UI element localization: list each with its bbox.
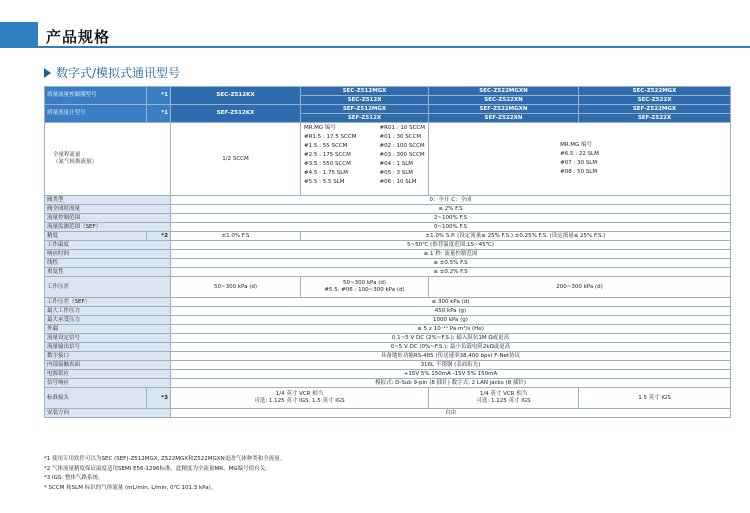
table-row: [45, 388, 731, 409]
footnote: *3 IGS: 整体气路系统。: [44, 475, 104, 481]
row-value: 模拟式: D-Sub 9-pin (8 插针) 数字式: 2 LAN jacks (8 插针): [171, 379, 731, 388]
table-row: [45, 87, 731, 96]
row-label: 电源供应: [45, 370, 171, 379]
row-label: 安装方向: [45, 409, 171, 418]
spec-table-main: [44, 86, 731, 418]
model-cell: SEF-Z522MGXN: [429, 105, 579, 114]
note-mark: *3: [147, 388, 171, 409]
list-item: #05 : 3 SLM: [379, 170, 414, 176]
model-cell: SEC-Z512KX: [171, 87, 301, 105]
row-label: 响应时间: [45, 250, 171, 259]
row-value-line: 50~300 kPa (d): [342, 280, 386, 286]
row-value: ±1.0% F.S: [171, 232, 301, 241]
row-value: +15V 5% 150mA -15V 5% 150mA: [171, 370, 731, 379]
model-cell: SEF-Z512MGX: [301, 105, 429, 114]
list-item: #3.5 : 550 SCCM: [304, 161, 351, 167]
note-mark: *1: [147, 105, 171, 123]
table-row: [45, 361, 731, 370]
row-label: 内部接触表面: [45, 361, 171, 370]
row-value: 1.5 英寸 IGS: [579, 388, 731, 409]
list-item: #5.5 : 5.5 SLM: [304, 179, 345, 185]
table-row: [45, 409, 731, 418]
table-row: [45, 298, 731, 307]
model-cell: SEC-Z512X: [301, 96, 429, 105]
full-scale-label-line1: 全量程流量: [53, 152, 81, 158]
list-item: #04 : 1 SLM: [379, 161, 414, 167]
model-cell: SEF-Z522MGX: [579, 105, 731, 114]
table-row: [45, 307, 731, 316]
table-row: [45, 196, 731, 205]
table-row: [45, 352, 731, 361]
table-row: [45, 277, 731, 298]
table-row: [45, 223, 731, 232]
table-row: [45, 334, 731, 343]
row-label: 流量控制范围: [45, 214, 171, 223]
row-value: 450 kPa (g): [171, 307, 731, 316]
row-value-line: 1/4 英寸 VCR 相当: [275, 391, 324, 397]
table-row: [45, 316, 731, 325]
model-cell: SEF-Z512X: [301, 114, 429, 123]
list-item: #02 : 100 SCCM: [379, 143, 425, 149]
row-label: 阀全闭时流量: [45, 205, 171, 214]
table-row: [45, 268, 731, 277]
model-cell: SEF-Z522XN: [429, 114, 579, 123]
triangle-bullet-icon: [44, 68, 51, 78]
table-row: [45, 250, 731, 259]
row-value: ≤ 300 kPa (d): [171, 298, 731, 307]
list-item: MR.MG 编号: [304, 125, 336, 131]
row-label: 流量输出信号: [45, 343, 171, 352]
row-value: 200~300 kPa (d): [429, 277, 731, 298]
model-cell: SEC-Z512MGX: [301, 87, 429, 96]
row-value: 自由: [171, 409, 731, 418]
table-row: [45, 205, 731, 214]
list-item: #1.5 : 55 SCCM: [304, 143, 348, 149]
list-item: #R1.5 : 17.5 SCCM: [304, 134, 357, 140]
footnote: * SCCM 和SLM 标识的气体流量 (mL/min, L/min, 0℃ 101.3 kPa)。: [44, 484, 217, 491]
row-value: ≤ 5 x 10⁻¹¹ Pa·m³/s (He): [171, 325, 731, 334]
table-row: [45, 325, 731, 334]
footnotes: [44, 455, 285, 493]
table-row: [45, 123, 731, 196]
row-label: 工作温度: [45, 241, 171, 250]
table-row: [45, 379, 731, 388]
row-label: 外漏: [45, 325, 171, 334]
row-value: 0：全开 C：全闭: [171, 196, 731, 205]
row-value: ≤ ±0.2% F.S: [171, 268, 731, 277]
row-label: 精度: [45, 232, 147, 241]
list-item: #01 : 30 SCCM: [379, 134, 422, 140]
header-divider: [38, 46, 750, 48]
row-label: 信号响应: [45, 379, 171, 388]
row-label: 流量设定信号: [45, 334, 171, 343]
footnote: *2 气体流量精度保证温度适用SEMI E56-1296标准，此精度为全流量MR、MG编号值有关。: [44, 465, 271, 472]
row-label: 工作压差（SEF）: [45, 298, 171, 307]
row-value: [429, 388, 579, 409]
row-value: [171, 388, 429, 409]
row-value: 5~50℃ (推荐温度范围:15~45℃): [171, 241, 731, 250]
list-item: #R01 : 10 SCCM: [379, 125, 425, 131]
list-item: MR.MG 编号: [560, 142, 592, 148]
model-cell: SEF-Z512KX: [171, 105, 301, 123]
row-label: 重复性: [45, 268, 171, 277]
row-value: 50~300 kPa (d): [171, 277, 301, 298]
section-title: 数字式/模拟式通讯型号: [56, 66, 181, 80]
row-label: 阀类型: [45, 196, 171, 205]
full-scale-list: [301, 123, 429, 196]
row-label: 线性: [45, 259, 171, 268]
row-label: 标准接头: [45, 388, 147, 409]
row-value: ±1.0% S.P. (设定流量≥ 25% F.S.) ±0.25% F.S. (设定流量≤ 25% F.S.): [301, 232, 731, 241]
row-value: 0.1~5 V DC (2%~F.S.); 输入阻抗1M Ω或更高: [171, 334, 731, 343]
list-item: #07 : 30 SLM: [560, 160, 598, 166]
row-value: ≤ ±0.5% F.S: [171, 259, 731, 268]
row-value: 0~5 V DC (0%~F.S.); 最小负载电阻2kΩ或更高: [171, 343, 731, 352]
row-label: 最大工作压力: [45, 307, 171, 316]
list-item: #6.5 : 22 SLM: [560, 151, 599, 157]
full-scale-label: [45, 123, 171, 196]
note-mark: *1: [147, 87, 171, 105]
row-value-line: #5.5, #06 : 100~300 kPa (d): [324, 287, 405, 293]
note-mark: *2: [147, 232, 171, 241]
row-value: 316L 不锈钢 (表面衔光): [171, 361, 731, 370]
row-value: [301, 277, 429, 298]
row-value-line: 可选: 1.125 英寸 IGS, 1.5 英寸 IGS: [254, 398, 345, 404]
table-row: [45, 241, 731, 250]
list-item: #2.5 : 175 SCCM: [304, 152, 351, 158]
row-value: 具备地址功能RS-485 (传送速率38,400 bps) F-Net协议: [171, 352, 731, 361]
row-value-line: 可选: 1.125 英寸 IGS: [476, 398, 531, 404]
row-value: 2~100% F.S: [171, 214, 731, 223]
row-value: ≤ 2% F.S: [171, 205, 731, 214]
row-label: 数字接口: [45, 352, 171, 361]
list-item: #03 : 300 SCCM: [379, 152, 425, 158]
gas-col-a: [304, 124, 356, 187]
table-row: [45, 232, 731, 241]
table-row: [45, 370, 731, 379]
header-accent-bar: [0, 22, 38, 48]
gas-col-b: [380, 124, 425, 187]
row-value: 0~100% F.S: [171, 223, 731, 232]
row-value-line: 1/4 英寸 VCR 相当: [479, 391, 528, 397]
table-row: [45, 343, 731, 352]
model-cell: SEC-Z522MGXN: [429, 87, 579, 96]
footnote: *1 使用专用软件可以为SEC (SEF)-Z512MGX, Z522MGX和Z522MGXN更改气体种类和全流量。: [44, 456, 286, 462]
full-scale-list-large: [429, 123, 731, 196]
row-label: 最大承受压力: [45, 316, 171, 325]
model-cell: SEC-Z522XN: [429, 96, 579, 105]
row-value: ≤ 1 秒: 流量控制范围: [171, 250, 731, 259]
row-label: 工作压差: [45, 277, 171, 298]
list-item: #06 : 10 SLM: [379, 179, 417, 185]
model-cell: SEC-Z522X: [579, 96, 731, 105]
mfc-model-label: 质量流量控制器型号: [45, 87, 147, 105]
row-value: 1000 kPa (g): [171, 316, 731, 325]
table-row: [45, 214, 731, 223]
full-scale-label-line2: （氮气转换流量）: [53, 159, 98, 165]
list-item: #08 : 50 SLM: [560, 169, 598, 175]
page-title: 产品规格: [46, 28, 111, 46]
model-cell: SEF-Z522X: [579, 114, 731, 123]
full-scale-base: 1/2 SCCM: [171, 123, 301, 196]
model-cell: SEC-Z522MGX: [579, 87, 731, 96]
mfm-model-label: 质量流量计型号: [45, 105, 147, 123]
row-label: 流量监测范围（SEF）: [45, 223, 171, 232]
table-row: [45, 105, 731, 114]
table-row: [45, 259, 731, 268]
list-item: #4.5 : 1.75 SLM: [304, 170, 348, 176]
section-heading: [44, 64, 180, 81]
